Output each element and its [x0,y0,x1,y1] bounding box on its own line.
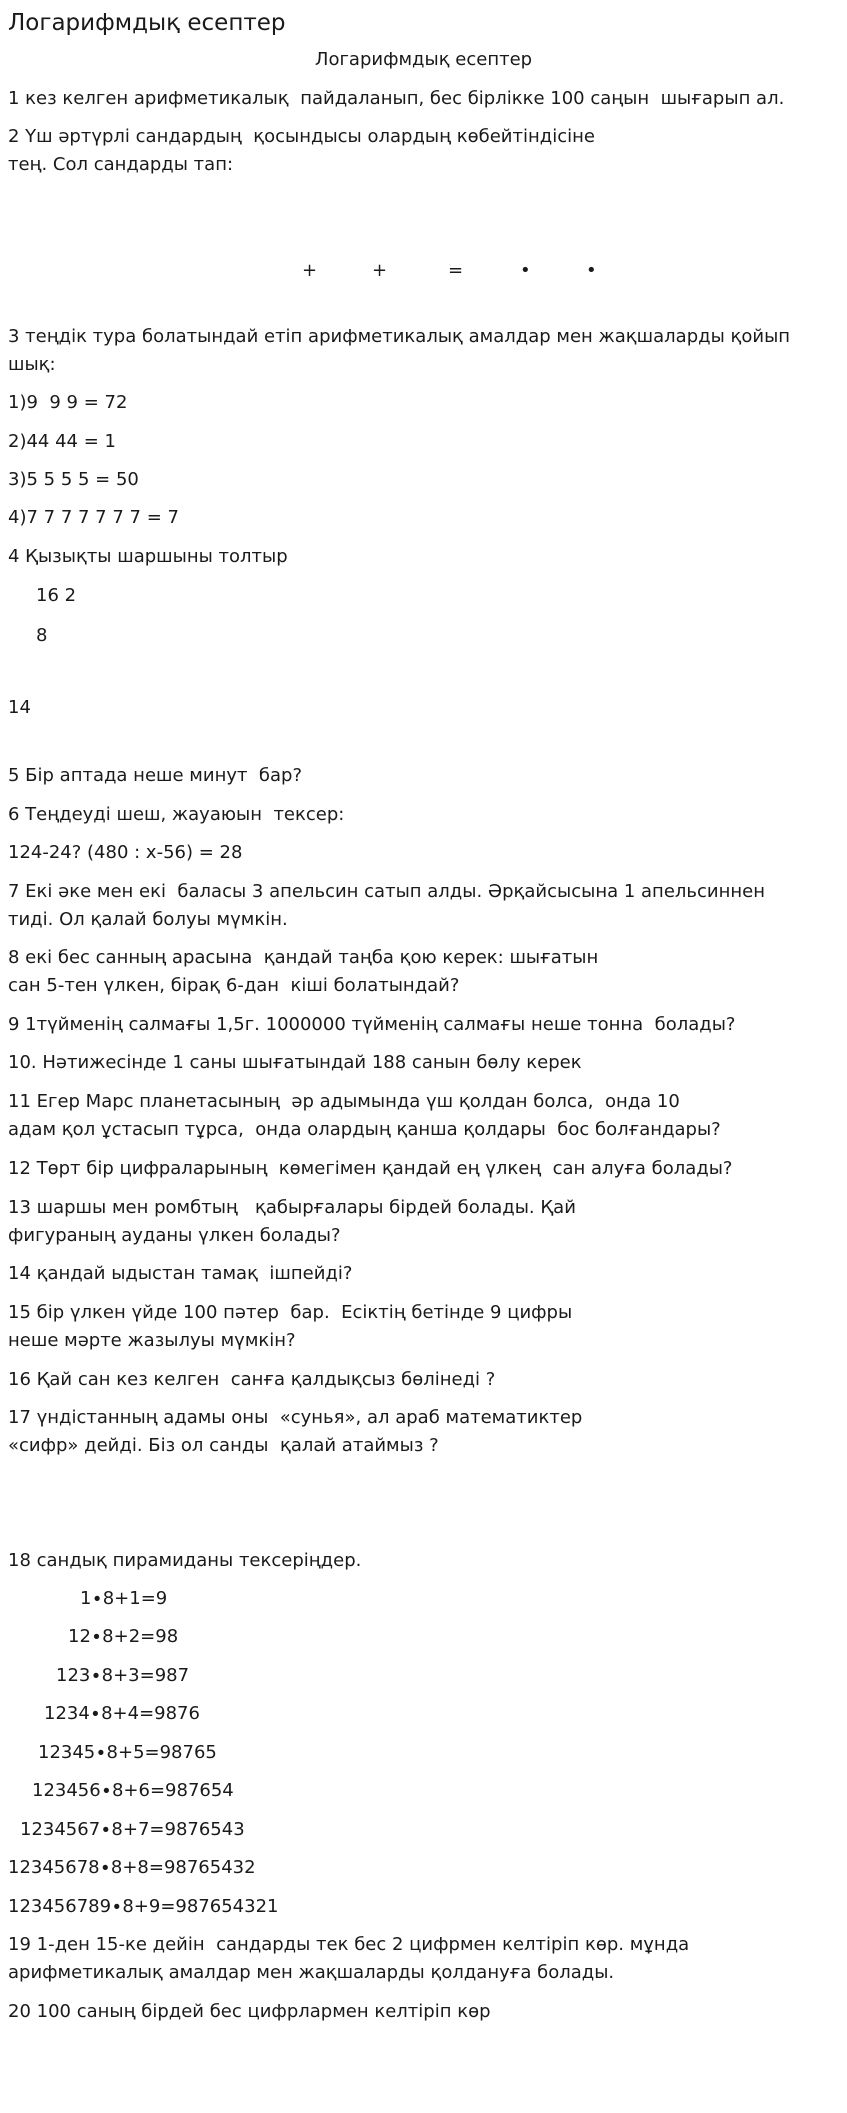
text-line: 12 Төрт бір цифраларының көмегімен қандай ең үлкең сан алуға болады? [8,1158,733,1179]
text-line: 3 теңдік тура болатындай етіп арифметикалық амалдар мен жақшаларды қойып [8,326,791,347]
text-line: 17 үндістанның адамы оны «сунья», ал араб математиктер [8,1407,583,1428]
text-line: 12345678∙8+8=98765432 [8,1857,256,1878]
text-line: 20 100 саның бірдей бес цифрлармен келтіріп көр [8,2001,491,2022]
text-line: 1234∙8+4=9876 [44,1703,200,1724]
text-line: 10. Нәтижесінде 1 саны шығатындай 188 санын бөлу керек [8,1052,582,1073]
text-line: тең. Сол сандарды тап: [8,154,234,175]
text-line: 18 сандық пирамиданы тексеріңдер. [8,1550,362,1571]
text-line: 1)9 9 9 = 72 [8,392,128,413]
text-line: 2)44 44 = 1 [8,431,116,452]
operator-symbol: • [586,260,597,281]
text-line: 4 Қызықты шаршыны толтыр [8,546,288,567]
document-heading: Логарифмдық есептер [314,49,533,70]
text-line: 19 1-ден 15-ке дейін сандарды тек бес 2 цифрмен келтіріп көр. мұнда [8,1934,690,1955]
text-line: адам қол ұстасып тұрса, онда олардың қанша қолдары бос болғандары? [8,1119,721,1140]
text-line: 1 кез келген арифметикалық пайдаланып, бес бірлікке 100 саңын шығарып ал. [8,88,785,109]
text-line: 2 Үш әртүрлі сандардың қосындысы олардың көбейтіндісіне [8,126,595,147]
text-line: 6 Теңдеуді шеш, жауаюын тексер: [8,804,345,825]
text-line: 1∙8+1=9 [80,1588,168,1609]
operator-symbol: + [372,260,388,281]
operator-symbol: • [520,260,531,281]
text-line: 1234567∙8+7=9876543 [20,1819,245,1840]
text-line: 13 шаршы мен ромбтың қабырғалары бірдей болады. Қай [8,1197,576,1218]
text-line: 15 бір үлкен үйде 100 пәтер бар. Есіктің бетінде 9 цифры [8,1302,573,1323]
text-line: 16 2 [36,585,77,606]
text-line: 12∙8+2=98 [68,1626,179,1647]
text-line: 4)7 7 7 7 7 7 7 = 7 [8,507,179,528]
text-line: 123456789∙8+9=987654321 [8,1896,279,1917]
text-line: 12345∙8+5=98765 [38,1742,217,1763]
text-line: 8 екі бес санның арасына қандай таңба қою керек: шығатын [8,947,599,968]
text-line: 14 [8,697,31,718]
text-line: тиді. Ол қалай болуы мүмкін. [8,909,288,930]
text-line: фигураның ауданы үлкен болады? [8,1225,341,1246]
text-line: неше мәрте жазылуы мүмкін? [8,1330,296,1351]
text-line: 5 Бір аптада неше минут бар? [8,765,303,786]
text-line: 7 Екі әке мен екі баласы 3 апельсин сатып алды. Әрқайсысына 1 апельсиннен [8,881,765,902]
text-line: 8 [36,625,48,646]
text-line: 124-24? (480 : х-56) = 28 [8,842,243,863]
text-line: 123456∙8+6=987654 [32,1780,234,1801]
text-line: 14 қандай ыдыстан тамақ ішпейді? [8,1263,353,1284]
text-line: 9 1түйменің салмағы 1,5г. 1000000 түйменің салмағы неше тонна болады? [8,1014,736,1035]
text-line: 11 Егер Марс планетасының әр адымында үш қолдан болса, онда 10 [8,1091,680,1112]
text-line: шық: [8,354,56,375]
text-line: 16 Қай сан кез келген санға қалдықсыз бөлінеді ? [8,1369,496,1390]
text-line: сан 5-тен үлкен, бірақ 6-дан кіші болатындай? [8,975,460,996]
operator-symbol: + [302,260,318,281]
text-line: арифметикалық амалдар мен жақшаларды қолдануға болады. [8,1962,615,1983]
operator-symbol: = [448,260,464,281]
operator-row [0,258,847,284]
document-title: Логарифмдық есептер [8,10,286,36]
text-line: 123∙8+3=987 [56,1665,190,1686]
text-line: «сифр» дейді. Біз ол санды қалай атаймыз ? [8,1435,439,1456]
text-line: 3)5 5 5 5 = 50 [8,469,139,490]
